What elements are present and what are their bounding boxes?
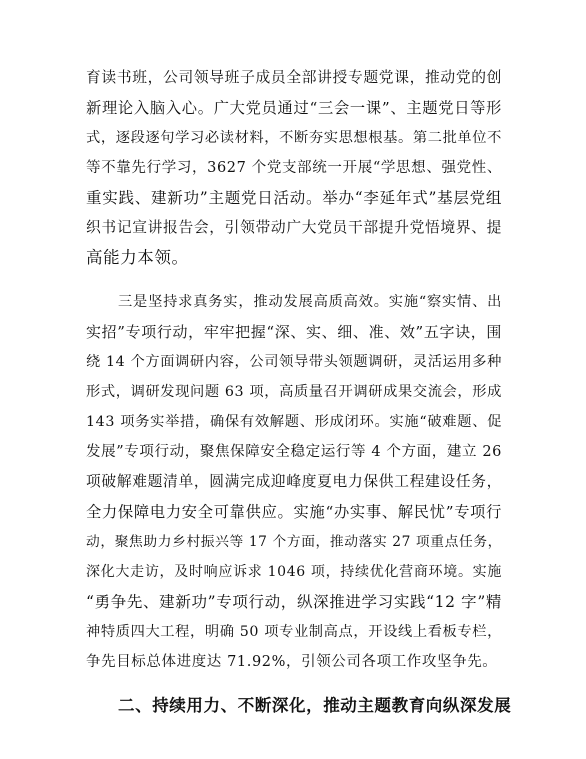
text-line: 高能力本领。 [86, 248, 189, 267]
text-line: 织书记宣讲报告会，引领带动广大党员干部提升党悟境界、提 [86, 219, 502, 236]
text-line: 深化大走访，及时响应诉求 1046 项，持续优化营商环境。实施 [86, 564, 502, 580]
text-line: 新理论入脑入心。广大党员通过“三会一课”、主题党日等形 [86, 99, 502, 117]
text-line: 项破解难题清单，圆满完成迎峰度夏电力保供工程建设任务， [86, 473, 502, 490]
text-line: 143 项务实举措，确保有效解题、形成闭环。实施“破难题、促 [86, 414, 502, 430]
section-heading: 二、持续用力、不断深化，推动主题教育向纵深发展 [118, 696, 512, 715]
text-line: 形式，调研发现问题 63 项，高质量召开调研成果交流会，形成 [86, 384, 502, 400]
text-line: 实招”专项行动，牢牢把握“深、实、细、准、效”五字诀，围 [86, 323, 502, 341]
text-line: “勇争先、建新功”专项行动，纵深推进学习实践“12 字”精 [86, 593, 502, 611]
text-line: 争先目标总体进度达 71.92%，引领公司各项工作攻坚争先。 [86, 654, 498, 670]
text-line: 育读书班，公司领导班子成员全部讲授专题党课，推动党的创 [86, 69, 502, 86]
text-line: 重实践、建新功”主题党日活动。举办“李延年式”基层党组 [86, 189, 502, 207]
text-line: 神特质四大工程，明确 50 项专业制高点，开设线上看板专栏， [86, 624, 502, 640]
text-line: 绕 14 个方面调研内容，公司领导带头领题调研，灵活运用多种 [86, 354, 502, 370]
text-line: 三是坚持求真务实，推动发展高质高效。实施“察实情、出 [118, 294, 502, 310]
text-line: 全力保障电力安全可靠供应。实施“办实事、解民忧”专项行 [86, 503, 502, 521]
text-line: 动，聚焦助力乡村振兴等 17 个方面，推动落实 27 项重点任务， [86, 534, 502, 550]
text-line: 等不靠先行学习，3627 个党支部统一开展“学思想、强党性、 [86, 160, 502, 176]
text-line: 发展”专项行动，聚焦保障安全稳定运行等 4 个方面，建立 26 [86, 444, 502, 460]
text-line: 式，逐段逐句学习必读材料，不断夯实思想根基。第二批单位不 [86, 130, 502, 146]
